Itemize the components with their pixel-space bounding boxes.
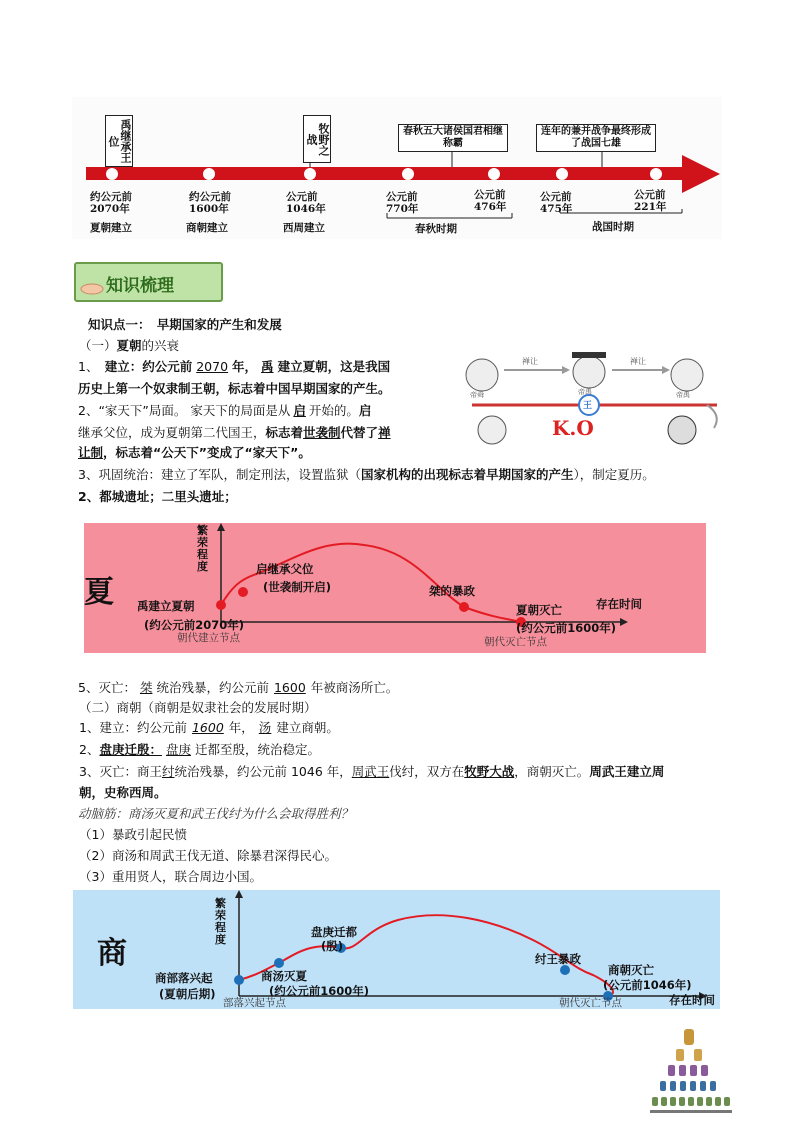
shang-y-label: 繁荣程度	[215, 897, 226, 946]
xia-chart	[84, 523, 706, 653]
timeline-dynasty: 商朝建立	[186, 222, 228, 234]
timeline-event-box: 禹继承王位	[105, 115, 133, 167]
timeline-dynasty: 夏朝建立	[90, 222, 132, 234]
timeline-date: 约公元前 1600年	[189, 191, 231, 215]
section-badge	[74, 262, 223, 302]
timeline-date: 公元前 770年	[386, 191, 419, 215]
shang-node-note: 部落兴起节点	[223, 997, 286, 1009]
xia-point-label: (约公元前1600年)	[516, 621, 617, 635]
timeline-date: 约公元前 2070年	[90, 191, 132, 215]
illus-text: 帝禹	[578, 388, 592, 396]
shang-point	[560, 965, 570, 975]
xia-node-note: 朝代灭亡节点	[484, 636, 547, 648]
timeline-event-box: 牧野之战	[303, 115, 331, 163]
think-question: 动脑筋：商汤灭夏和武王伐纣为什么会取得胜利？	[78, 806, 354, 821]
shang-point-label: (约公元前1600年)	[269, 984, 370, 998]
shang-point-2: 2、盘庚迁殷： 盘庚 迁都至殷，统治稳定。	[79, 742, 320, 757]
reason-1: （1）暴政引起民愤	[79, 827, 187, 842]
shang-point-3: 3、灭亡：商王纣统治残暴，约公元前 1046 年，周武王伐纣，双方在牧野大战，商朝灭亡。周武王建立周	[79, 764, 665, 779]
shang-heading: （二）商朝（商朝是奴隶社会的发展时期）	[79, 700, 317, 715]
shang-point-1: 1、建立：约公元前 1600 年， 汤 建立商朝。	[79, 720, 339, 735]
xia-point-label: (世袭制开启)	[263, 580, 332, 594]
timeline-dynasty: 战国时期	[592, 221, 634, 233]
timeline-event-box: 春秋五大诸侯国君相继称霸	[398, 124, 508, 152]
timeline-dot	[402, 168, 414, 180]
xia-point-2: 2、“家天下”局面。 家天下的局面是从 启 开始的。启	[78, 403, 372, 418]
xia-chart-symbol: 夏	[84, 575, 114, 610]
xia-point-2c: 让制，标志着“公天下”变成了“家天下”。	[78, 445, 311, 460]
timeline-dot	[304, 168, 316, 180]
xia-point-4: 2、都城遗址；二里头遗址；	[78, 489, 237, 504]
shang-point-label: 商朝灭亡	[608, 963, 654, 977]
xia-point-label: 禹建立夏朝	[137, 599, 195, 613]
xia-point	[216, 600, 226, 610]
hand-icon	[80, 280, 106, 296]
timeline-date: 公元前 1046年	[286, 191, 326, 215]
illus-text: 帝禹	[676, 391, 690, 399]
timeline-dynasty: 西周建立	[283, 222, 325, 234]
illus-text: 禅让	[522, 357, 538, 366]
xia-point-label: 桀的暴政	[429, 584, 475, 598]
shang-point	[274, 958, 284, 968]
shang-point-label: (夏朝后期)	[159, 987, 216, 1001]
shang-x-label: 存在时间	[669, 993, 715, 1007]
timeline-event-box: 连年的兼并战争最终形成了战国七雄	[536, 124, 656, 152]
abdication-illustration	[452, 350, 734, 450]
shang-point-label: (公元前1046年)	[603, 978, 692, 992]
timeline	[72, 97, 722, 239]
xia-point-label: (约公元前2070年)	[144, 618, 245, 632]
xia-point-2b: 继承父位，成为夏朝第二代国王，标志着世袭制代替了禅	[78, 425, 391, 440]
timeline-date: 公元前 475年	[540, 191, 573, 215]
shang-point-label: 盘庚迁都	[311, 925, 357, 939]
xia-point	[238, 587, 248, 597]
xia-x-label: 存在时间	[596, 597, 642, 611]
shang-node-note: 朝代灭亡节点	[559, 997, 622, 1009]
timeline-dot	[203, 168, 215, 180]
shang-point-label: 商部落兴起	[155, 971, 213, 985]
section-title: 知识点一： 早期国家的产生和发展	[88, 317, 282, 332]
shang-point-label: 商汤灭夏	[261, 969, 307, 983]
timeline-arrow	[72, 97, 722, 239]
shang-chart-symbol: 商	[97, 936, 127, 971]
shang-point	[234, 975, 244, 985]
xia-y-label: 繁荣程度	[197, 524, 208, 573]
timeline-dot	[650, 168, 662, 180]
reason-2: （2）商汤和周武王伐无道、除暴君深得民心。	[79, 848, 337, 863]
timeline-dynasty: 春秋时期	[415, 223, 457, 235]
xia-point	[459, 602, 469, 612]
xia-point-1b: 历史上第一个奴隶制王朝，标志着中国早期国家的产生。	[78, 381, 391, 396]
xia-point-label: 夏朝灭亡	[516, 603, 562, 617]
timeline-dot	[488, 168, 500, 180]
xia-heading: （一）夏朝的兴衰	[79, 338, 180, 353]
timeline-dot	[106, 168, 118, 180]
xia-point-3: 3、巩固统治：建立了军队，制定刑法，设置监狱（国家机构的出现标志着早期国家的产生），制定夏历。	[78, 467, 655, 482]
shang-chart	[73, 890, 720, 1009]
reason-3: （3）重用贤人，联合周边小国。	[79, 869, 262, 884]
xia-point-1: 1、 建立：约公元前 2070 年， 禹 建立夏朝，这是我国	[78, 359, 391, 374]
shang-point-3b: 朝，史称西周。	[79, 785, 167, 800]
shang-point-label: (殷)	[321, 939, 344, 953]
badge-label: 知识梳理	[106, 276, 174, 296]
timeline-dot	[556, 168, 568, 180]
social-pyramid-figure	[648, 1025, 734, 1120]
illus-text: 禅让	[630, 357, 646, 366]
timeline-date: 公元前 221年	[634, 189, 667, 213]
shang-point-label: 纣王暴政	[535, 952, 581, 966]
illus-text: 帝舜	[470, 391, 484, 399]
xia-point-5: 5、灭亡： 桀 统治残暴，约公元前 1600 年被商汤所亡。	[78, 680, 399, 695]
xia-node-note: 朝代建立节点	[177, 632, 240, 644]
timeline-date: 公元前 476年	[474, 189, 507, 213]
xia-point-label: 启继承父位	[256, 562, 314, 576]
illus-ko: K.O	[552, 416, 594, 440]
illus-text: 王	[583, 401, 593, 411]
